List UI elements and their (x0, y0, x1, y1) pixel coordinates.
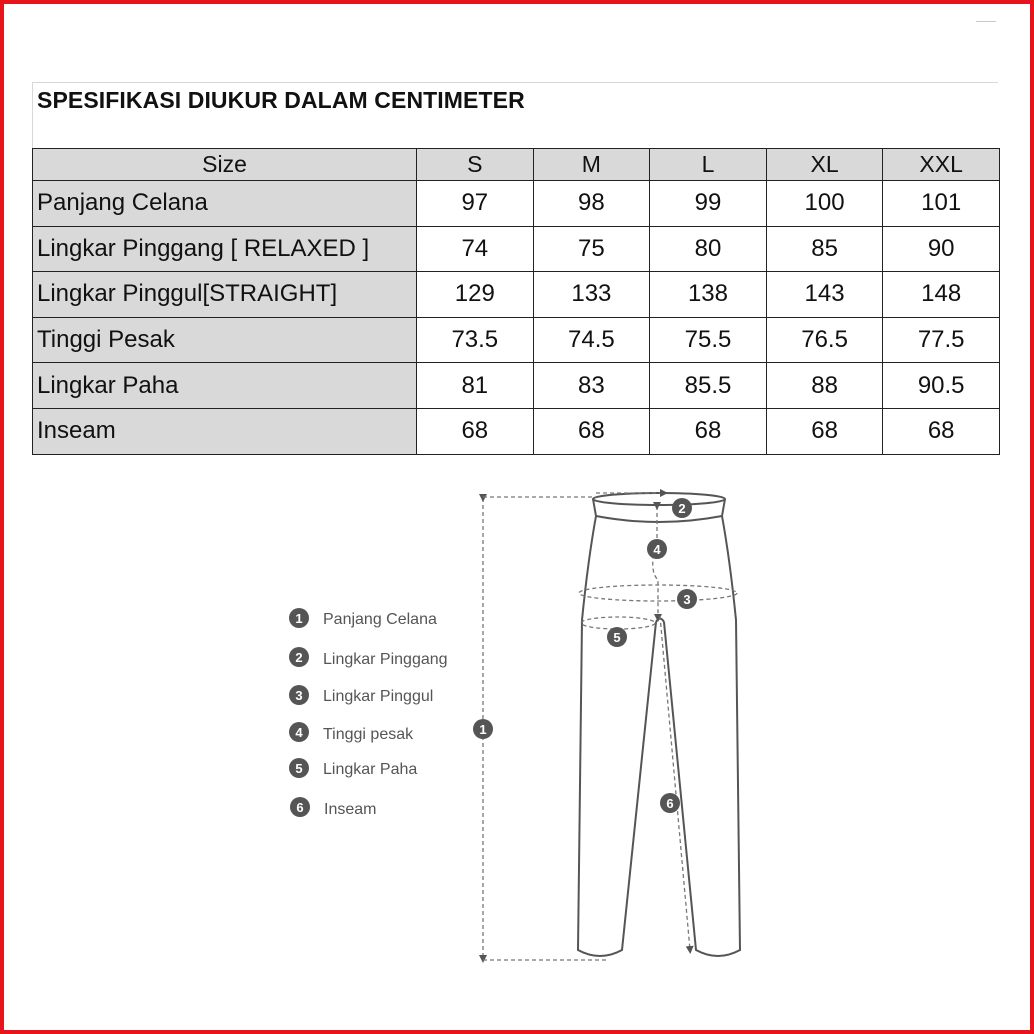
table-cell: 75.5 (650, 317, 767, 363)
table-cell: 97 (417, 181, 534, 227)
table-cell: 81 (417, 363, 534, 409)
table-cell: 80 (650, 226, 767, 272)
marker-number: 6 (666, 796, 674, 811)
row-label: Panjang Celana (33, 181, 417, 227)
table-cell: 68 (883, 408, 1000, 454)
legend-label: Lingkar Paha (323, 761, 418, 778)
badge-number: 6 (296, 800, 304, 815)
table-cell: 68 (533, 408, 650, 454)
table-cell: 90 (883, 226, 1000, 272)
page-title: SPESIFIKASI DIUKUR DALAM CENTIMETER (37, 87, 525, 113)
badge-number: 2 (295, 650, 303, 665)
table-cell: 83 (533, 363, 650, 409)
row-label: Lingkar Paha (33, 363, 417, 409)
table-header-cell: M (533, 149, 650, 181)
legend-label: Lingkar Pinggang (323, 651, 448, 668)
table-cell: 85 (766, 226, 883, 272)
marker-number: 4 (653, 542, 661, 557)
table-cell: 68 (766, 408, 883, 454)
marker-number: 2 (678, 501, 686, 516)
table-header-cell: Size (33, 149, 417, 181)
table-row (33, 363, 1000, 409)
table-header-cell: L (650, 149, 767, 181)
table-cell: 76.5 (766, 317, 883, 363)
table-cell: 77.5 (883, 317, 1000, 363)
table-row (33, 272, 1000, 318)
marker-number: 1 (479, 722, 487, 737)
table-row (33, 408, 1000, 454)
table-cell: 68 (650, 408, 767, 454)
table-header-cell: XXL (883, 149, 1000, 181)
row-label: Lingkar Pinggul[STRAIGHT] (33, 272, 417, 318)
table-cell: 101 (883, 181, 1000, 227)
row-label: Inseam (33, 408, 417, 454)
legend-label: Tinggi pesak (323, 726, 414, 743)
table-cell: 74.5 (533, 317, 650, 363)
table-row (33, 181, 1000, 227)
table-cell: 85.5 (650, 363, 767, 409)
table-cell: 143 (766, 272, 883, 318)
table-cell: 68 (417, 408, 534, 454)
table-cell: 88 (766, 363, 883, 409)
marker-number: 3 (683, 592, 691, 607)
badge-number: 1 (295, 611, 303, 626)
table-header-cell: S (417, 149, 534, 181)
legend-label: Panjang Celana (323, 611, 437, 628)
legend-item (290, 797, 376, 818)
table-cell: 129 (417, 272, 534, 318)
table-row (33, 226, 1000, 272)
table-cell: 100 (766, 181, 883, 227)
size-spec-table (32, 148, 1000, 455)
legend-label: Lingkar Pinggul (323, 688, 434, 705)
row-label: Lingkar Pinggang [ RELAXED ] (33, 226, 417, 272)
table-cell: 73.5 (417, 317, 534, 363)
badge-number: 3 (295, 688, 303, 703)
table-cell: 90.5 (883, 363, 1000, 409)
marker-number: 5 (613, 630, 621, 645)
table-cell: 138 (650, 272, 767, 318)
divider (976, 21, 996, 22)
table-cell: 75 (533, 226, 650, 272)
badge-number: 4 (295, 725, 303, 740)
table-header-row (33, 149, 1000, 181)
badge-number: 5 (295, 761, 303, 776)
legend-label: Inseam (324, 801, 377, 818)
table-cell: 74 (417, 226, 534, 272)
table-cell: 99 (650, 181, 767, 227)
table-cell: 148 (883, 272, 1000, 318)
table-cell: 98 (533, 181, 650, 227)
table-header-cell: XL (766, 149, 883, 181)
row-label: Tinggi Pesak (33, 317, 417, 363)
table-row (33, 317, 1000, 363)
table-cell: 133 (533, 272, 650, 318)
